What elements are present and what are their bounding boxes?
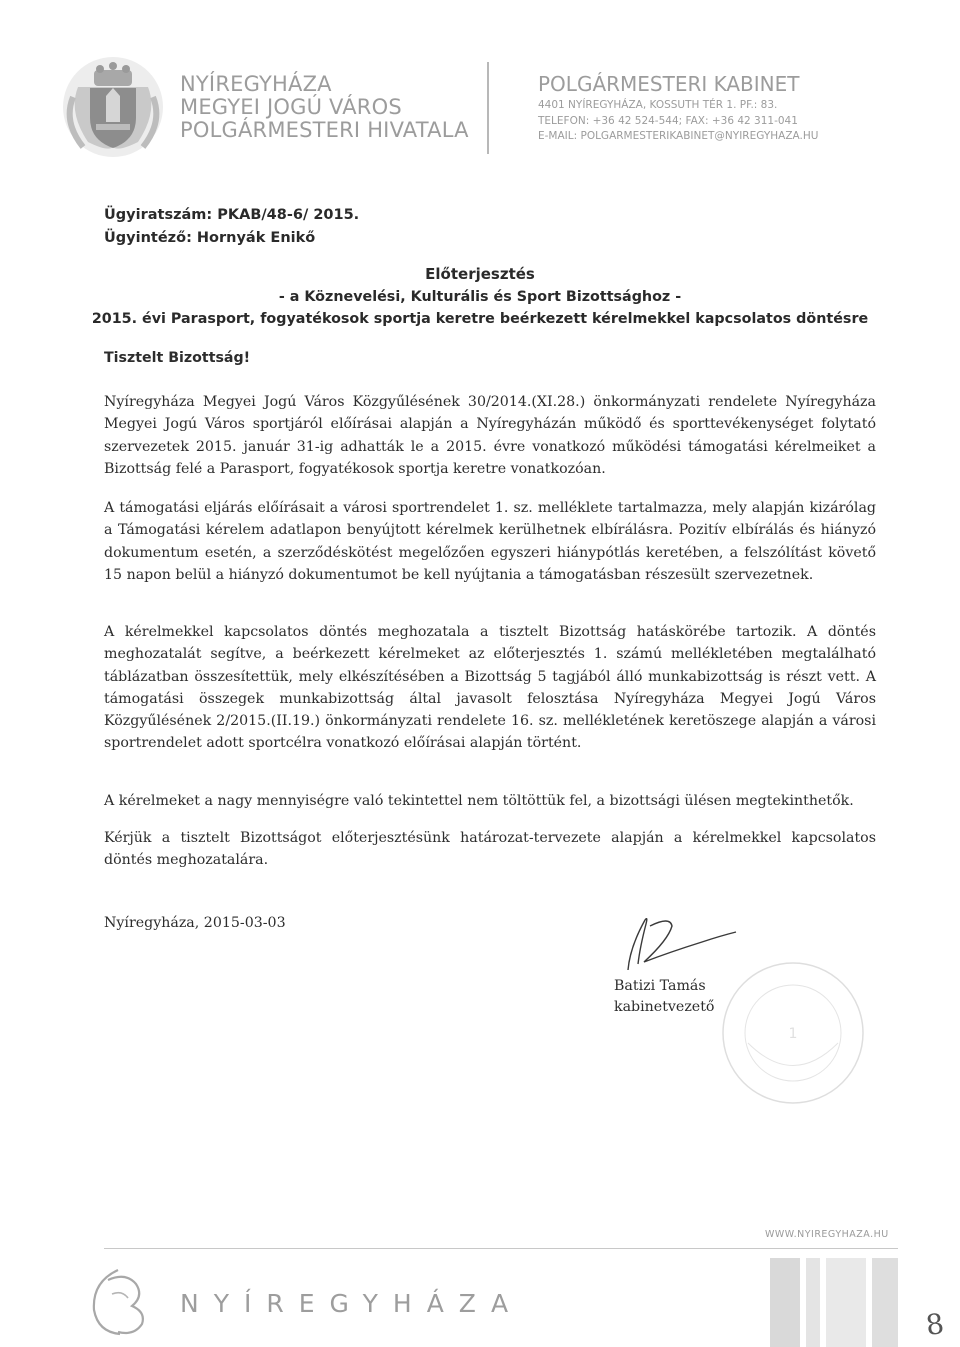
paragraph-1: Nyíregyháza Megyei Jogú Város Közgyűlésének 30/2014.(XI.28.) önkormányzati rendelete Nyíregyháza Megyei Jogú Város sportjáról előírásai alapján a Nyíregyházán működő és sporttevékenységet folytató szervezetek 2015. január 31-ig adhatták le a 2015. évre vonatkozó működési támogatási kérelmeiket a Bizottság felé a Parasport, fogyatékosok sportja keretre vonatkozóan. [104, 394, 876, 477]
city-wordmark: NYÍREGYHÁZA [180, 1289, 524, 1318]
cabinet-phone: TELEFON: +36 42 524-544; FAX: +36 42 311-041 [538, 114, 798, 127]
city-logo-icon [88, 1262, 158, 1338]
cabinet-address: 4401 NYÍREGYHÁZA, KOSSUTH TÉR 1. PF.: 83. [538, 99, 778, 111]
salutation: Tisztelt Bizottság! [104, 350, 251, 366]
file-number: Ügyiratszám: PKAB/48-6/ 2015. [104, 207, 360, 223]
document-title: Előterjesztés [425, 265, 535, 283]
document-subject: 2015. évi Parasport, fogyatékosok sportja keretre beérkezett kérelmekkel kapcsolatos döntésre [91, 311, 869, 327]
decor-bar-2 [806, 1258, 820, 1347]
cabinet-contact-block [538, 73, 818, 145]
officer-name: Ügyintéző: Hornyák Enikő [104, 230, 316, 246]
paragraph-3: A kérelmekkel kapcsolatos döntés meghozatala a tisztelt Bizottság hatáskörébe tartozik. A döntés meghozatalát segítve, a beérkezett kérelmeket az előterjesztés 1. számú mellékletében megtalálható táblázatban összesítettük, mely elkészítésében a Bizottság 5 tagjából álló munkabizottság is részt vett. A támogatási összegek munkabizottság által javasolt felosztása Nyíregyháza Megyei Jogú Város Közgyűlésének 2/2015.(II.19.) önkormányzati rendelete 16. sz. mellékletének keretöszege alapján a városi sportrendelet adott sportcélra vonatkozó előírásai alapján történt. [104, 624, 876, 752]
coat-of-arms-logo [58, 52, 168, 162]
office-line-3: POLGÁRMESTERI HIVATALA [180, 118, 469, 142]
handwritten-page-mark: 8 [923, 1306, 947, 1343]
signatory-name: Batizi Tamás [614, 978, 706, 994]
footer-divider [104, 1248, 898, 1249]
office-name [180, 73, 469, 142]
svg-text:1: 1 [788, 1026, 798, 1042]
decor-bar-3 [826, 1258, 866, 1347]
paragraph-5: Kérjük a tisztelt Bizottságot előterjesztésünk határozat-tervezete alapján a kérelmekkel kapcsolatos döntés meghozatalára. [104, 830, 876, 869]
office-line-1: NYÍREGYHÁZA [180, 72, 332, 96]
office-line-2: MEGYEI JOGÚ VÁROS [180, 95, 402, 119]
decor-bar-4 [872, 1258, 898, 1347]
decor-bar-1 [770, 1258, 800, 1347]
cabinet-email: E-MAIL: POLGARMESTERIKABINET@NYIREGYHAZA.HU [538, 130, 819, 142]
cabinet-title: POLGÁRMESTERI KABINET [538, 72, 800, 96]
signatory-role: kabinetvezető [614, 999, 715, 1015]
official-stamp [718, 958, 868, 1108]
place-date: Nyíregyháza, 2015-03-03 [104, 915, 286, 931]
document-recipient: - a Köznevelési, Kulturális és Sport Bizottsághoz - [278, 289, 682, 305]
paragraph-2: A támogatási eljárás előírásait a városi sportrendelet 1. sz. melléklete tartalmazza, mely alapján kizárólag a Támogatási kérelem adatlapon benyújtott kérelmek kerülhetnek elbírálásra. Pozitív elbírálás és hiányzó dokumentum esetén, a szerződéskötést megelőzően egyszeri hiánypótlás keretében, a felszólítást követő 15 napon belül a hiányzó dokumentumot be kell nyújtania a támogatásban részesült szervezetnek. [104, 500, 876, 583]
reference-block [104, 204, 359, 250]
paragraph-4: A kérelmeket a nagy mennyiségre való tekintettel nem töltöttük fel, a bizottsági ülésen megtekinthetők. [104, 793, 854, 809]
header-divider [487, 62, 489, 154]
footer-url: WWW.NYIREGYHAZA.HU [765, 1229, 889, 1240]
